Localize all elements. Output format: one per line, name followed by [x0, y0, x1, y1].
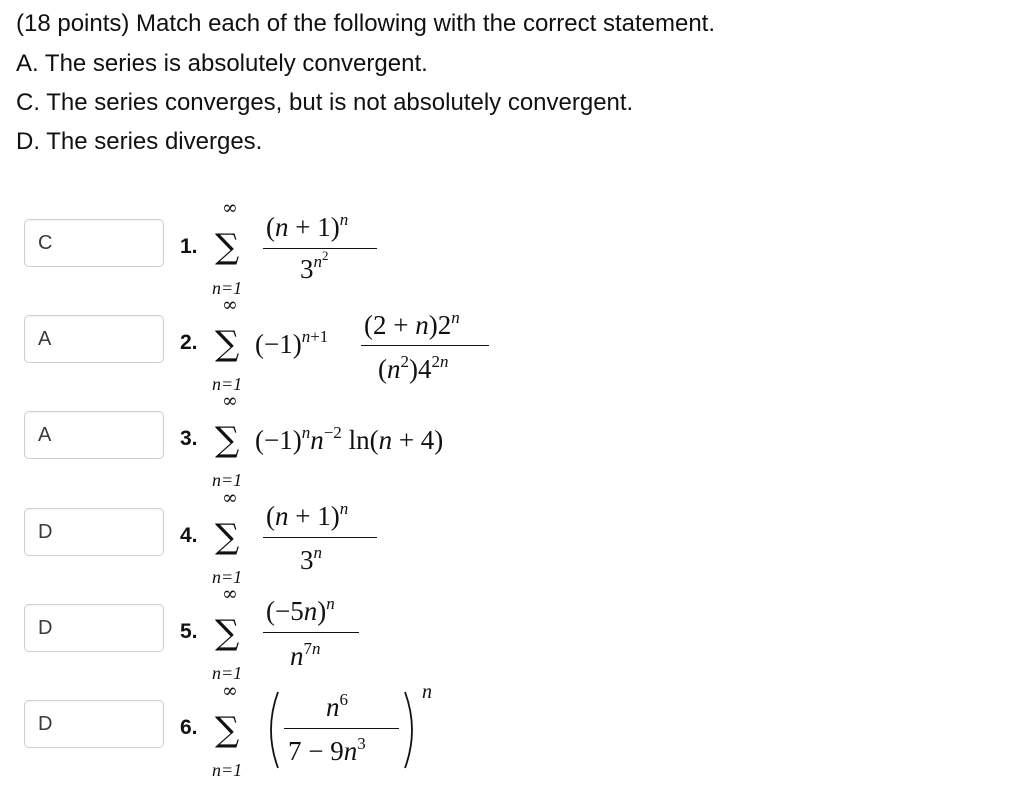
fraction-bar [263, 537, 377, 538]
sigma-symbol: ∑ [215, 613, 240, 653]
sigma-symbol: ∑ [215, 517, 240, 557]
option-c: C. The series converges, but is not absolutely convergent. [16, 89, 634, 116]
summand: $(-1)^nn^{-2}$ ln(n + 4) [255, 423, 444, 455]
numerator: $(n + 1)^n$ [266, 210, 349, 242]
denominator: $n^{7n}$ [290, 639, 321, 671]
outer-exponent: n [422, 681, 432, 703]
lower-limit: n=1 [212, 374, 243, 394]
item-number-5: 5. [180, 620, 198, 643]
upper-limit: ∞ [222, 294, 238, 316]
item-number-2: 2. [180, 331, 198, 354]
item-number-6: 6. [180, 716, 198, 739]
lower-limit: n=1 [212, 470, 243, 490]
fraction-bar [361, 345, 489, 346]
numerator: $(-5n)^n$ [266, 594, 335, 626]
option-a: A. The series is absolutely convergent. [16, 50, 428, 77]
answer-field-6[interactable]: D [24, 700, 164, 748]
right-paren [401, 690, 421, 770]
item-number-1: 1. [180, 235, 198, 258]
sign-factor: $(-1)^{n+1}$ [255, 327, 329, 359]
denominator: $7 - 9n^3$ [288, 734, 366, 766]
fraction-bar [284, 728, 399, 729]
numerator: $n^6$ [326, 690, 348, 722]
item-number-4: 4. [180, 524, 198, 547]
upper-limit: ∞ [222, 487, 238, 509]
denominator: $(n^2)4^{2n}$ [378, 352, 449, 384]
upper-limit: ∞ [222, 197, 238, 219]
left-paren [262, 690, 282, 770]
lower-limit: n=1 [212, 278, 243, 298]
numerator: $(2 + n)2^n$ [364, 308, 460, 340]
option-d: D. The series diverges. [16, 128, 263, 155]
denominator: $3^{n^2}$ [300, 248, 329, 284]
answer-field-3[interactable]: A [24, 411, 164, 459]
lower-limit: n=1 [212, 567, 243, 587]
lower-limit: n=1 [212, 760, 243, 780]
sigma-symbol: ∑ [215, 710, 240, 750]
sigma-symbol: ∑ [215, 324, 240, 364]
answer-field-1[interactable]: C [24, 219, 164, 267]
sigma-symbol: ∑ [215, 227, 240, 267]
answer-field-2[interactable]: A [24, 315, 164, 363]
denominator: 3$^n$ [300, 543, 322, 575]
question-title: (18 points) Match each of the following with the correct statement. [16, 10, 716, 37]
upper-limit: ∞ [222, 390, 238, 412]
lower-limit: n=1 [212, 663, 243, 683]
answer-field-5[interactable]: D [24, 604, 164, 652]
upper-limit: ∞ [222, 583, 238, 605]
fraction-bar [263, 632, 359, 633]
item-number-3: 3. [180, 427, 198, 450]
upper-limit: ∞ [222, 680, 238, 702]
sigma-symbol: ∑ [215, 420, 240, 460]
fraction-bar [263, 248, 377, 249]
answer-field-4[interactable]: D [24, 508, 164, 556]
numerator: $(n + 1)^n$ [266, 499, 349, 531]
